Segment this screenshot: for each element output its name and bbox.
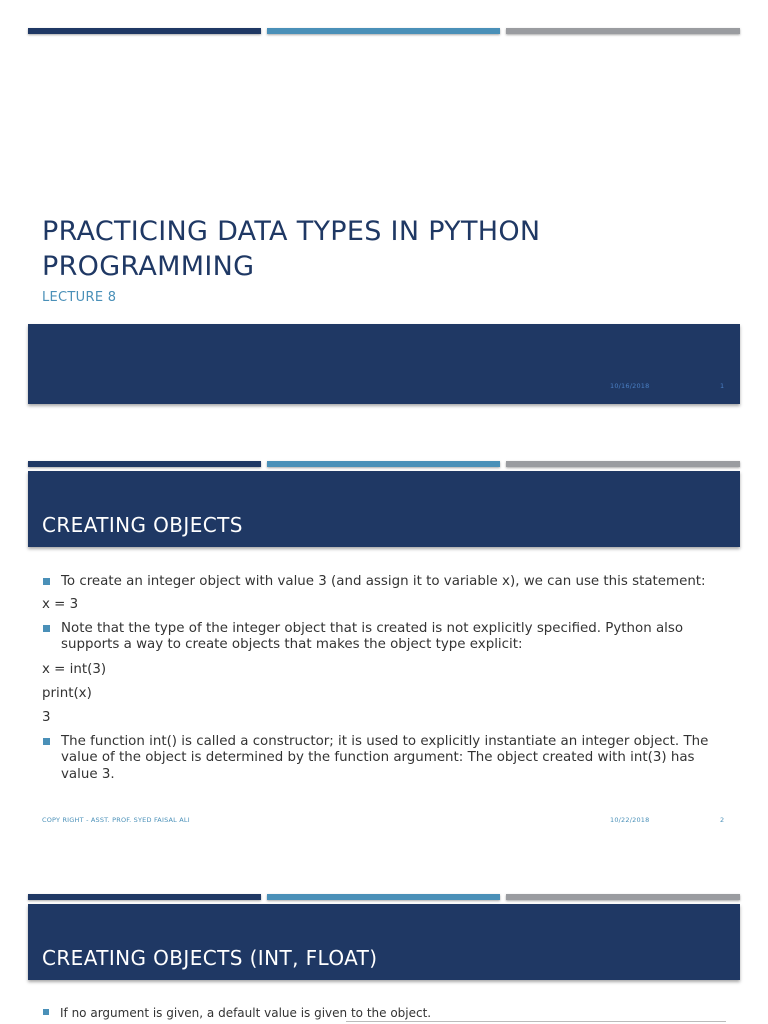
- bullet-text: If no argument is given, a default value is given to the object.: [60, 1006, 432, 1020]
- code-line: print(x): [42, 685, 92, 701]
- bullet-text: Note that the type of the integer object that is created is not explicitly specified. Python also supports a way to create objects that makes the object type explicit:: [61, 620, 684, 652]
- accent-bars: [28, 894, 740, 901]
- bullet-text: To create an integer object with value 3 (and assign it to variable x), we can use this statement:: [61, 574, 706, 589]
- slide-date: 10/22/2018: [610, 816, 650, 824]
- footer-copyright: COPY RIGHT - ASST. PROF. SYED FAISAL ALI: [42, 816, 190, 824]
- code-line: x = 3: [42, 596, 79, 612]
- bullet-text: The function int() is called a constructor; it is used to explicitly instantiate an integer object. The value of the object is determined by the function argument: The object created with int(3) has value 3.: [61, 733, 709, 782]
- divider: [346, 1021, 726, 1022]
- slide-date: 10/16/2018: [610, 382, 650, 390]
- bullet-square-icon: [43, 1009, 49, 1015]
- accent-bar-teal: [267, 894, 500, 900]
- slide-subtitle: LECTURE 8: [42, 290, 117, 305]
- slide-body: [42, 1006, 732, 1021]
- slide-number: 2: [720, 816, 725, 824]
- accent-bar-gray: [506, 894, 740, 900]
- header-band: [28, 904, 740, 980]
- bullet-item: [42, 1006, 732, 1021]
- output-line: 3: [42, 709, 51, 725]
- slide-title: PRACTICING DATA TYPES IN PYTHON PROGRAMMING: [42, 216, 541, 282]
- accent-bar-navy: [28, 894, 261, 900]
- slide-number: 1: [720, 382, 725, 390]
- slide-title: CREATING OBJECTS (INT, FLOAT): [42, 946, 378, 970]
- code-line: x = int(3): [42, 661, 107, 677]
- slide-title: CREATING OBJECTS: [42, 513, 243, 537]
